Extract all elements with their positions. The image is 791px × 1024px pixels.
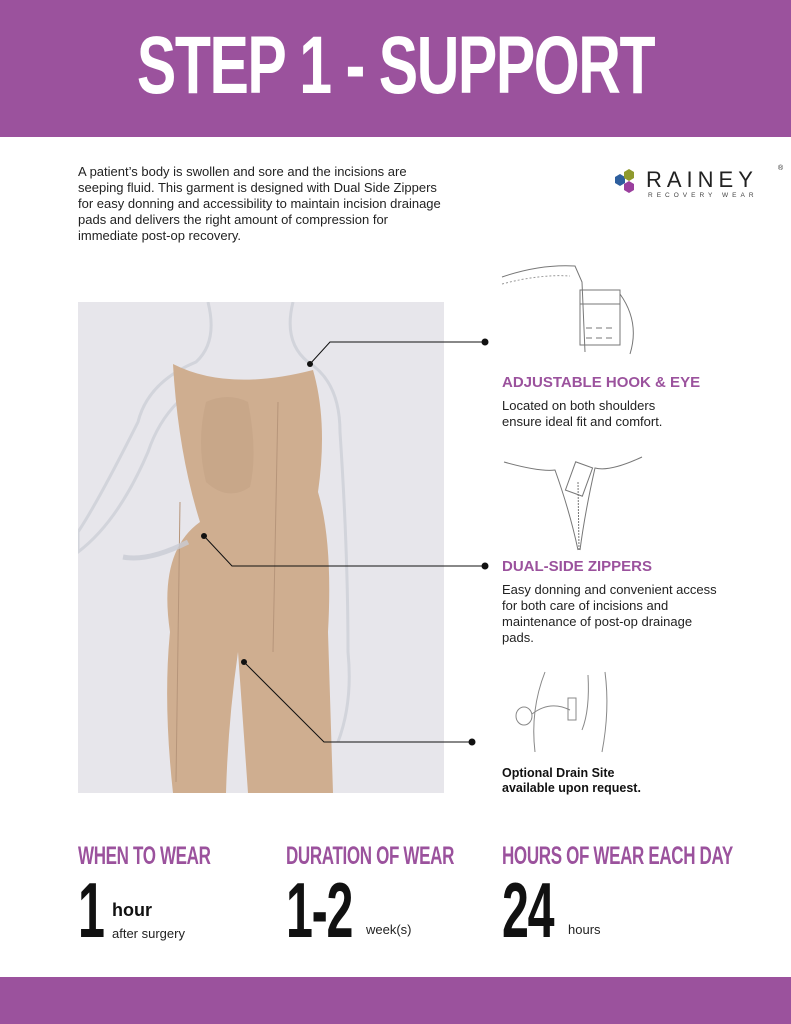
stat-value-when: 1 [78,866,104,954]
page-title: STEP 1 - SUPPORT [136,20,655,111]
stat-heading-duration: DURATION OF WEAR [286,842,455,870]
drain-line-2: available upon request. [502,781,641,795]
drain-line-1: Optional Drain Site [502,766,615,780]
stat-unit-hours: hours [568,922,601,937]
stat-heading-hours: HOURS OF WEAR EACH DAY [502,842,733,870]
feature-title-zippers: DUAL-SIDE ZIPPERS [502,558,653,575]
intro-text: A patient’s body is swollen and sore and the incisions are seeping fluid. This garment is designed with Dual Side Zippers for easy donning and accessibility to maintain incision drainage pads and delivers the right amount of compression for immediate post-op recovery. [78,164,441,243]
stat-sub-when: after surgery [112,926,185,941]
feature-text-zippers: Easy donning and convenient access for both care of incisions and maintenance of post-op drainage pads. [502,582,717,645]
stat-unit-duration: week(s) [366,922,412,937]
hook-eye-illustration [500,262,660,357]
feature-title-hook-eye: ADJUSTABLE HOOK & EYE [502,374,701,391]
feature-text-hook-eye: Located on both shoulders ensure ideal fit and comfort. [502,398,663,429]
stat-heading-when: WHEN TO WEAR [78,842,211,870]
zipper-illustration [500,452,650,552]
stat-value-hours: 24 [502,866,554,954]
drain-site-illustration [510,670,620,755]
drain-site-note [502,766,641,796]
logo-sub: RECOVERY WEAR [648,192,758,199]
stat-value-duration: 1-2 [286,866,353,954]
footer-banner [0,977,791,1024]
stat-unit-when: hour [112,900,152,920]
logo-word: RAINEY [646,167,758,192]
logo-reg: ® [778,165,784,172]
